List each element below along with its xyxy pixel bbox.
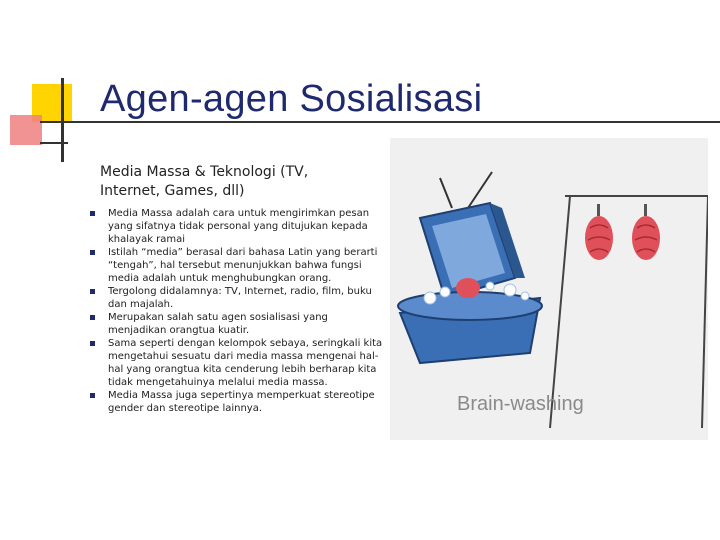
bullet-item [88,389,388,415]
bullet-item [88,285,388,311]
bullet-square-icon [90,289,95,294]
bullet-text: Sama seperti dengan kelompok sebaya, seringkali kita mengetahui sesuatu dari media massa mengenai hal-hal yang orangtua kita cenderung lebih berharap kita tidak mengetahuinya melalui media massa. [108,338,383,388]
slide-title: Agen-agen Sosialisasi [100,78,483,120]
bullet-item [88,337,388,389]
bullet-item [88,311,388,337]
bullet-item [88,207,388,246]
bullet-square-icon [90,315,95,320]
bullet-text: Media Massa adalah cara untuk mengirimkan pesan yang sifatnya tidak personal yang ditujukan kepada khalayak ramai [108,208,370,245]
logo-short-line [40,142,68,144]
bullet-square-icon [90,341,95,346]
bullet-text: Merupakan salah satu agen sosialisasi yang menjadikan orangtua kuatir. [108,312,328,336]
hanging-brain-icon [632,204,660,260]
bullet-square-icon [90,393,95,398]
logo-red-square [10,115,42,145]
logo-vertical-line [61,78,64,162]
bullet-text: Media Massa juga sepertinya memperkuat stereotipe gender dan stereotipe lainnya. [108,390,375,414]
brain-washing-illustration [390,138,708,440]
slide-subheading: Media Massa & Teknologi (TV, Internet, Games, dll) [100,164,309,199]
bullet-text: Istilah “media” berasal dari bahasa Latin yang berarti “tengah”, hal tersebut menunjukkan bahwa fungsi media adalah untuk menghubungkan orang. [108,247,378,284]
hanging-brain-icon [585,204,613,260]
bullet-square-icon [90,211,95,216]
bullet-square-icon [90,250,95,255]
title-underline [40,121,720,123]
bullet-item [88,246,388,285]
illustration-caption: Brain-washing [457,393,584,415]
bullet-list [88,207,388,415]
bullet-text: Tergolong didalamnya: TV, Internet, radio, film, buku dan majalah. [108,286,372,310]
wash-tub-icon [398,278,542,363]
